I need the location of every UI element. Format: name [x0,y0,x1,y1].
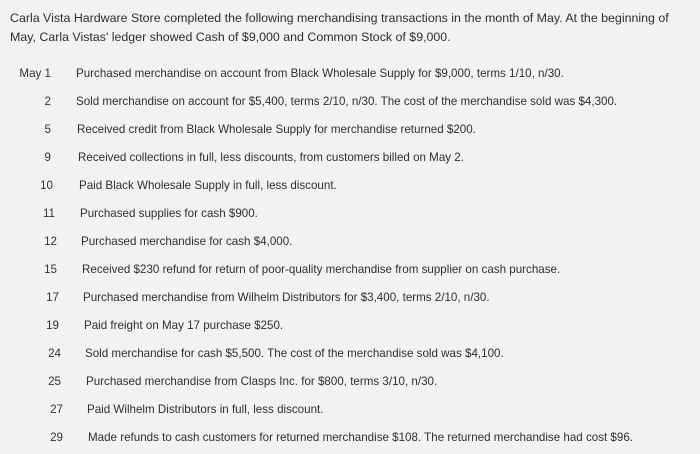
problem-intro: Carla Vista Hardware Store completed the following merchandising transactions in the month of May. At the beginning of May, Carla Vistas' ledger showed Cash of $9,000 and Common Stock of $9,000. [10,11,669,44]
transaction-description: Paid Black Wholesale Supply in full, less discount. [79,179,337,192]
transaction-date: 17 [46,291,59,304]
transaction-row [0,316,700,336]
transaction-date: 10 [40,179,53,192]
transaction-description: Purchased supplies for cash $900. [80,207,258,220]
transaction-description: Received collections in full, less discounts, from customers billed on May 2. [78,151,464,164]
transaction-date: 29 [50,431,63,444]
transaction-row [0,204,700,224]
transaction-description: Received $230 refund for return of poor-quality merchandise from supplier on cash purchase. [82,263,561,276]
transaction-row [0,148,700,168]
transaction-date: 15 [44,263,57,276]
transaction-row [0,344,700,364]
transaction-description: Purchased merchandise from Wilhelm Distributors for $3,400, terms 2/10, n/30. [83,291,490,304]
transaction-description: Sold merchandise on account for $5,400, terms 2/10, n/30. The cost of the merchandise sold was $4,300. [76,95,618,108]
transaction-row [0,288,700,308]
transaction-date: 27 [50,403,63,416]
transaction-date: 5 [44,123,51,136]
transaction-date: 12 [44,235,57,248]
transaction-row [0,176,700,196]
transaction-row [0,372,700,392]
transaction-row [0,120,700,140]
transaction-row [0,428,700,448]
transaction-description: Sold merchandise for cash $5,500. The cost of the merchandise sold was $4,100. [85,347,504,360]
transaction-date: 25 [48,375,61,388]
transaction-date: May 1 [19,67,51,80]
transaction-row [0,400,700,420]
transaction-date: 24 [48,347,61,360]
transaction-date: 11 [42,207,55,220]
transaction-description: Purchased merchandise for cash $4,000. [81,235,293,248]
transaction-description: Made refunds to cash customers for returned merchandise $108. The returned merchandise had cost $96. [88,431,633,444]
transaction-description: Purchased merchandise on account from Black Wholesale Supply for $9,000, terms 1/10, n/30. [76,67,564,80]
transaction-description: Paid Wilhelm Distributors in full, less discount. [87,403,324,416]
transaction-description: Purchased merchandise from Clasps Inc. for $800, terms 3/10, n/30. [86,375,438,388]
transaction-description: Received credit from Black Wholesale Supply for merchandise returned $200. [77,123,476,136]
transaction-row [0,64,700,84]
transaction-row [0,260,700,280]
transaction-row [0,92,700,112]
transaction-date: 19 [46,319,59,332]
transaction-date: 9 [44,151,51,164]
transaction-row [0,232,700,252]
transaction-date: 2 [44,95,51,108]
transaction-description: Paid freight on May 17 purchase $250. [84,319,284,332]
